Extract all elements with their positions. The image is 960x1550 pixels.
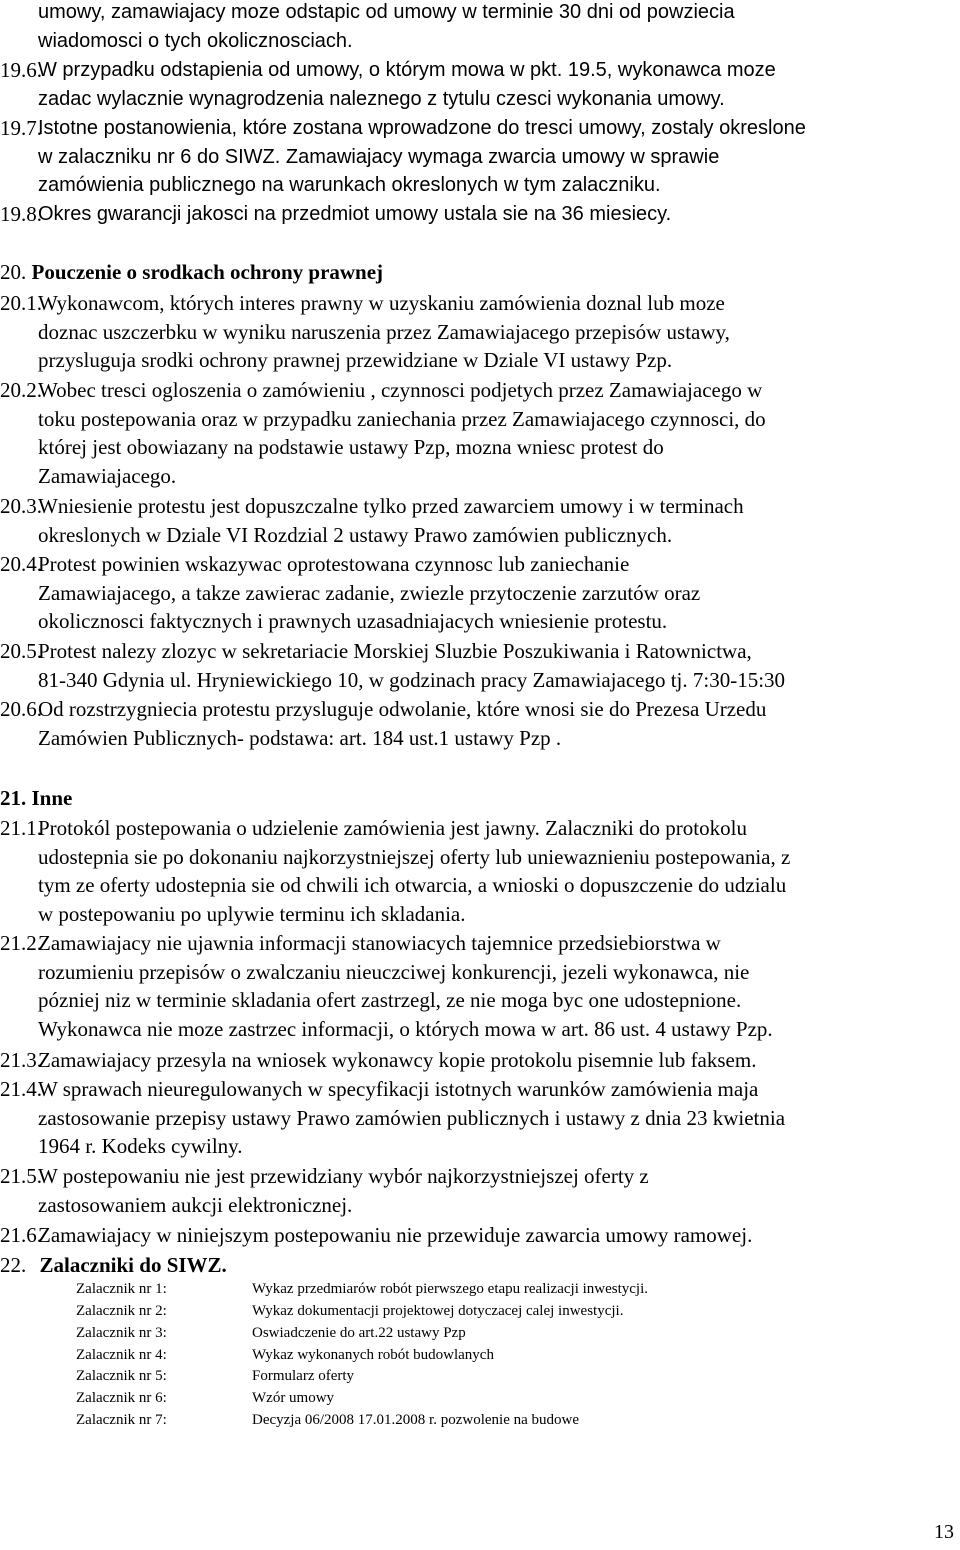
text-line: W przypadku odstapienia od umowy, o którym mowa w pkt. 19.5, wykonawca moze — [38, 59, 776, 81]
text-line: zamówienia publicznego na warunkach okreslonych w tym zalaczniku. — [38, 174, 661, 197]
clause-number: 20.5. — [0, 639, 42, 663]
clause-text — [38, 1075, 785, 1161]
section-title: Inne — [31, 786, 73, 810]
attachment-description: Wykaz przedmiarów robót pierwszego etapu realizacji inwestycji. — [252, 1281, 649, 1297]
clause-number: 20.3. — [0, 494, 42, 518]
attachment-label: Zalacznik nr 4: — [76, 1347, 167, 1363]
clause-number: 20.2. — [0, 378, 42, 402]
clause-text — [38, 1221, 752, 1250]
section-title: Zalaczniki do SIWZ. — [39, 1253, 227, 1277]
clause-text — [38, 637, 785, 694]
attachment-label: Zalacznik nr 1: — [76, 1281, 167, 1297]
text-line: okolicznosci faktycznych i prawnych uzasadniajacych wniesienie protestu. — [38, 609, 668, 634]
text-line: przysluguja srodki ochrony prawnej przewidziane w Dziale VI ustawy Pzp. — [38, 348, 673, 373]
clause-text — [38, 56, 776, 113]
section-number: 20. — [0, 260, 27, 284]
text-line: okreslonych w Dziale VI Rozdzial 2 ustawy Prawo zamówien publicznych. — [38, 522, 673, 547]
clause-text — [38, 114, 806, 200]
section-number: 22. — [0, 1253, 27, 1277]
attachment-description: Wykaz dokumentacji projektowej dotyczacej calej inwestycji. — [252, 1303, 624, 1319]
clause-text — [38, 814, 790, 929]
clause-text — [38, 289, 730, 375]
text-line: Od rozstrzygniecia protestu przysluguje odwolanie, które wnosi sie do Prezesa Urzedu — [38, 697, 767, 721]
clause-text — [38, 550, 700, 636]
text-line: Wykonawca nie moze zastrzec informacji, o których mowa w art. 86 ust. 4 ustawy Pzp. — [38, 1017, 773, 1042]
text-line: tym ze oferty udostepnia sie od chwili ich otwarcia, a wnioski o dopuszczenie do udzialu — [38, 873, 787, 898]
attachment-description: Wzór umowy — [252, 1390, 335, 1406]
text-line: wiadomosci o tych okolicznosciach. — [38, 29, 353, 52]
text-line: Wykonawcom, których interes prawny w uzyskaniu zamówienia doznal lub moze — [38, 291, 725, 315]
attachment-label: Zalacznik nr 5: — [76, 1368, 167, 1384]
section-number: 21. — [0, 786, 27, 810]
clause-number: 21.6. — [0, 1223, 42, 1247]
text-line: Wobec tresci ogloszenia o zamówieniu , czynnosci podjetych przez Zamawiajacego w — [38, 378, 763, 402]
section-22-heading — [0, 1251, 227, 1279]
text-line: zastosowaniem aukcji elektronicznej. — [38, 1192, 353, 1217]
text-line: udostepnia sie po dokonaniu najkorzystniejszej oferty lub uniewaznieniu postepowania, z — [38, 844, 791, 869]
clause-number: 19.8. — [0, 202, 42, 226]
text-line: Protest nalezy zlozyc w sekretariacie Morskiej Sluzbie Poszukiwania i Ratownictwa, — [38, 639, 752, 663]
section-title: Pouczenie o srodkach ochrony prawnej — [31, 260, 384, 284]
text-line: Protest powinien wskazywac oprotestowana czynnosc lub zaniechanie — [38, 552, 630, 576]
text-line: 81-340 Gdynia ul. Hryniewickiego 10, w godzinach pracy Zamawiajacego tj. 7:30-15:30 — [38, 667, 786, 692]
clause-text — [38, 1162, 649, 1219]
text-line: w postepowaniu po uplywie terminu ich skladania. — [38, 902, 466, 927]
text-line: Wniesienie protestu jest dopuszczalne tylko przed zawarciem umowy i w terminach — [38, 494, 744, 518]
continuation-paragraph — [38, 0, 735, 55]
text-line: W sprawach nieuregulowanych w specyfikacji istotnych warunków zamówienia maja — [38, 1077, 759, 1101]
attachment-label: Zalacznik nr 3: — [76, 1325, 167, 1341]
attachment-label: Zalacznik nr 6: — [76, 1390, 167, 1406]
attachment-description: Oswiadczenie do art.22 ustawy Pzp — [252, 1325, 466, 1341]
clause-text — [38, 376, 766, 491]
clause-number: 20.4. — [0, 552, 42, 576]
section-21-heading — [0, 784, 72, 812]
clause-number: 21.5. — [0, 1164, 42, 1188]
text-line: toku postepowania oraz w przypadku zaniechania przez Zamawiajacego czynnosci, do — [38, 406, 766, 431]
attachment-label: Zalacznik nr 2: — [76, 1303, 167, 1319]
clause-number: 19.7. — [0, 116, 42, 140]
clause-number: 21.1. — [0, 816, 42, 840]
text-line: pózniej niz w terminie skladania ofert zastrzegl, ze nie moga byc one udostepnione. — [38, 988, 742, 1013]
clause-number: 20.6. — [0, 697, 42, 721]
text-line: umowy, zamawiajacy moze odstapic od umowy w terminie 30 dni od powziecia — [38, 1, 735, 23]
text-line: W postepowaniu nie jest przewidziany wybór najkorzystniejszej oferty z — [38, 1164, 649, 1188]
text-line: Protokól postepowania o udzielenie zamówienia jest jawny. Zalaczniki do protokolu — [38, 816, 747, 840]
clause-text — [38, 492, 744, 549]
attachment-description: Formularz oferty — [252, 1368, 355, 1384]
clause-number: 19.6. — [0, 58, 42, 82]
clause-number: 21.2. — [0, 931, 42, 955]
text-line: Okres gwarancji jakosci na przedmiot umowy ustala sie na 36 miesiecy. — [38, 203, 672, 225]
clause-text — [38, 929, 773, 1044]
text-line: Zamawiajacy przesyla na wniosek wykonawcy kopie protokolu pisemnie lub faksem. — [38, 1048, 757, 1072]
text-line: której jest obowiazany na podstawie ustawy Pzp, mozna wniesc protest do — [38, 435, 664, 460]
text-line: Zamawiajacy w niniejszym postepowaniu nie przewiduje zawarcia umowy ramowej. — [38, 1223, 753, 1247]
text-line: zadac wylacznie wynagrodzenia naleznego z tytulu czesci wykonania umowy. — [38, 87, 725, 110]
text-line: Zamawiajacego, a takze zawierac zadanie, zwiezle przytoczenie zarzutów oraz — [38, 580, 701, 605]
clause-text — [38, 695, 766, 752]
text-line: rozumieniu przepisów o zwalczaniu nieuczciwej konkurencji, jezeli wykonawca, nie — [38, 959, 750, 984]
attachment-description: Decyzja 06/2008 17.01.2008 r. pozwolenie na budowe — [252, 1412, 580, 1428]
attachment-label: Zalacznik nr 7: — [76, 1412, 167, 1428]
clause-text — [38, 200, 671, 229]
clause-number: 20.1. — [0, 291, 42, 315]
text-line: Zamówien Publicznych- podstawa: art. 184 ust.1 ustawy Pzp . — [38, 725, 562, 750]
page-number: 13 — [934, 1521, 954, 1543]
clause-number: 21.4. — [0, 1077, 42, 1101]
text-line: zastosowanie przepisy ustawy Prawo zamówien publicznych i ustawy z dnia 23 kwietnia — [38, 1105, 786, 1130]
text-line: Zamawiajacy nie ujawnia informacji stanowiacych tajemnice przedsiebiorstwa w — [38, 931, 721, 955]
attachment-description: Wykaz wykonanych robót budowlanych — [252, 1347, 494, 1363]
text-line: doznac uszczerbku w wyniku naruszenia przez Zamawiajacego przepisów ustawy, — [38, 319, 730, 344]
text-line: 1964 r. Kodeks cywilny. — [38, 1134, 243, 1159]
text-line: Zamawiajacego. — [38, 464, 177, 489]
section-20-heading — [0, 258, 383, 286]
clause-text — [38, 1046, 756, 1075]
clause-number: 21.3. — [0, 1048, 42, 1072]
text-line: Istotne postanowienia, które zostana wprowadzone do tresci umowy, zostaly okreslone — [38, 117, 806, 139]
text-line: w zalaczniku nr 6 do SIWZ. Zamawiajacy wymaga zwarcia umowy w sprawie — [38, 145, 720, 168]
